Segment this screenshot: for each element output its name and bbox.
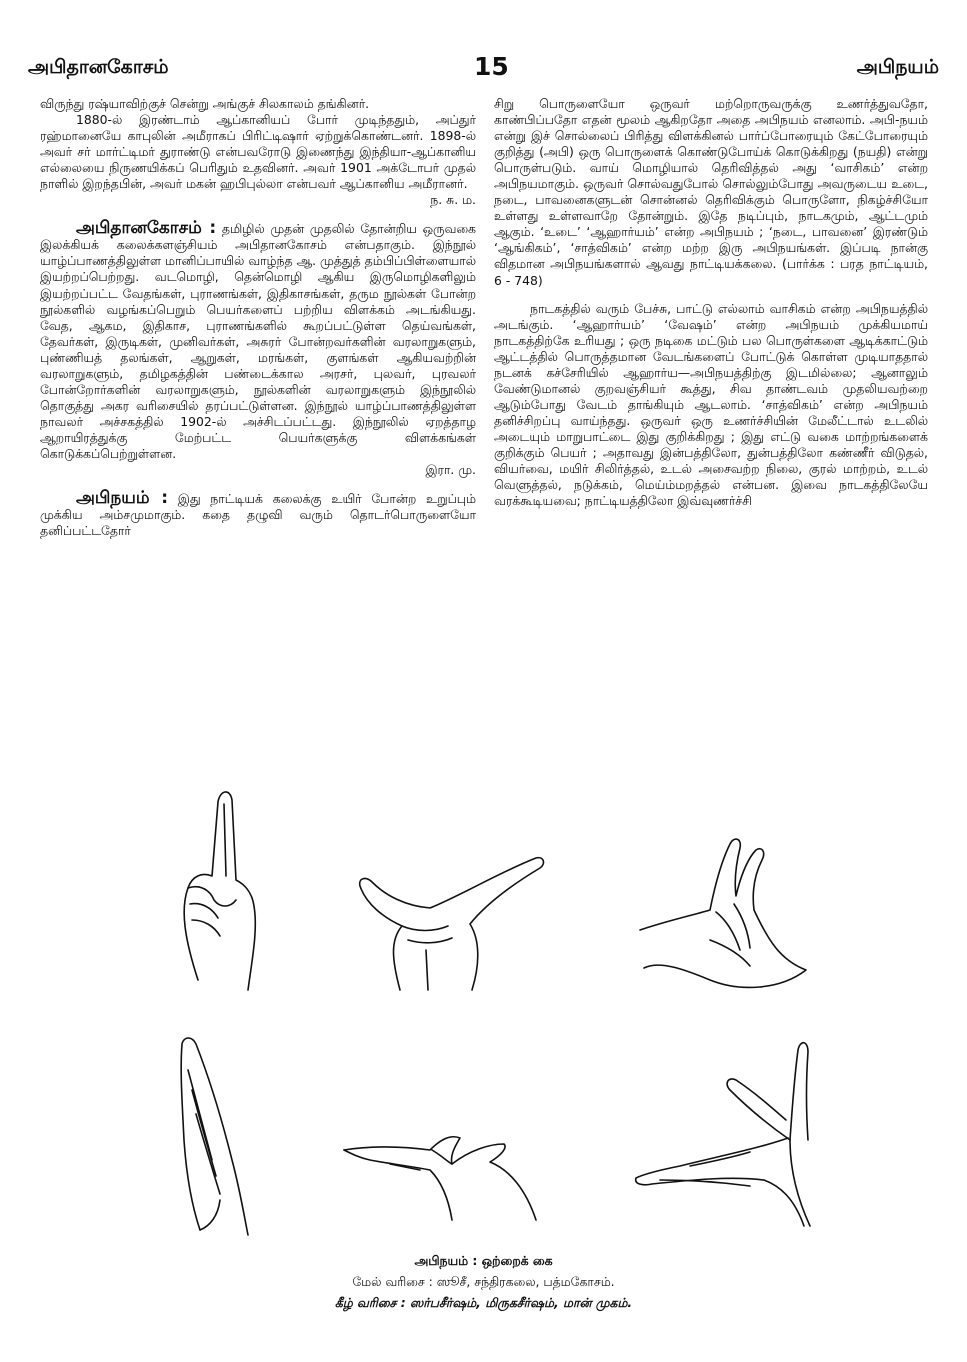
page-number: 15 [474, 52, 509, 81]
hand-mrigasirsham-figure [330, 1110, 550, 1240]
caption-bottom-row: கீழ் வரிசை : ஸர்பசீர்ஷம், மிருகசீர்ஷம், மான் முகம். [334, 1295, 633, 1310]
author-initials: ந. சு. ம. [430, 192, 476, 208]
entry-heading: அபிதானகோசம் : [76, 218, 217, 239]
hand-chandrakala-figure [330, 840, 560, 1000]
paragraph: நாடகத்தில் வரும் பேச்சு, பாட்டு எல்லாம் வாசிகம் என்ற அபிநயத்தில் அடங்கும். ‘ஆஹார்யம்’ ‘வேஷம்’ என்ற அபிநயம் முக்கியமாய் நாடகத்திற்கே உரியது ; ஒரு நடிகை மட்டும் பல பொருள்களை ஆடிக்காட்டும் ஆட்டத்தில் பொருத்தமான வேடங்களைப் போட்டுக் கொள்ள முடியாததால் நடனக் கச்சேரியில் ஆஹார்ய—அபிநயத்திற்கு இடமில்லை; ஆனாலும் வேண்டுமானல் குறவஞ்சியர் கூத்து, சிவ தாண்டவம் முதலியவற்றை ஆடும்போது வேடம் தாங்கியும் ஆடலாம். ‘சாத்விகம்’ என்ற அபிநயம் தனிச்சிறப்பு வாய்ந்தது. ஒருவர் ஒரு உணர்ச்சியின் மேலீட்டால் உடலில் அடையும் மாறுபாட்டை இது குறிக்கிறது ; இது எட்டு வகை மாற்றங்களைக் குறிக்கும் பெயர் ; அதாவது இன்பத்திலோ, துன்பத்திலோ கண்ணீர் விடுதல், வியர்வை, மயிர் சிலிர்த்தல், உடல் அசைவற்ற நிலை, குரல் மாற்றம், உடல் வெளுத்தல், நடுக்கம், மெய்ம்மறத்தல் என்பன. இவை நாடகத்திலேயே வரக்கூடியவை; நாட்டியத்திலோ இவ்வுணர்ச்சி [494, 300, 928, 509]
entry-text: தமிழில் முதன் முதலில் தோன்றிய ஒருவகை இலக்கியக் கலைக்களஞ்சியம் அபிதானகோசம் என்பதாகும். இந்நூல் யாழ்ப்பாணத்திலுள்ள மானிப்பாயில் வாழ்ந்த ஆ. முத்துத் தம்பிப்பிள்ளையால் இயற்றப்பெற்றது. வடமொழி, தென்மொழி ஆகிய இருமொழிகளிலும் இயற்றப்பட்ட வேதங்கள், புராணங்கள், இதிகாசங்கள், தரும நூல்கள் போன்ற நூல்களில் வழங்கப்பெறும் பெயர்களைப் பற்றிய விளக்கம் அடங்கியது. வேத, ஆகம, இதிகாச, புராணங்களில் கூறப்பட்டுள்ள தெய்வங்கள், தேவர்கள், இருடிகள், முனிவர்கள், அசுரர் போன்றவர்களின் வரலாறுகளும், புண்ணியத் தலங்கள், ஆறுகள், மரங்கள், குளங்கள் ஆகியவற்றின் வரலாறுகளும், தமிழகத்தின் பண்டைக்கால அரசர், புலவர், புரவலர் போன்றோர்களின் வரலாறுகளும், நூல்களின் வரலாறுகளும் இந்நூலில் தொகுத்து அகர வரிசையில் தரப்பட்டுள்ளன. இந்நூல் யாழ்ப்பாணத்திலுள்ள நாவலர் அச்சகத்தில் 1902-ல் அச்சிடப்பட்டது. இந்நூலில் ஏறத்தாழ ஆறாயிரத்துக்கு மேற்பட்ட பெயர்களுக்கு விளக்கங்கள் கொடுக்கப்பெற்றுள்ளன. [40, 221, 476, 461]
hand-padmakosam-figure [630, 820, 830, 1010]
entry-abhidhanakosam [40, 220, 476, 462]
hand-mrigamukham-figure [630, 1030, 840, 1230]
right-column [494, 96, 928, 509]
running-title-right: அபிநயம் [856, 56, 939, 78]
entry-heading: அபிநயம் : [76, 488, 169, 509]
hand-suchi-figure [140, 780, 280, 1010]
caption-title: அபிநயம் : ஒற்றைக் கை [414, 1253, 553, 1268]
paragraph: விருந்து ரஷ்யாவிற்குச் சென்று அங்குச் சிலகாலம் தங்கினர். [40, 96, 370, 111]
hand-gesture-figures [120, 780, 847, 1240]
entry-text: இது நாட்டியக் கலைக்கு உயிர் போன்ற உறுப்பும் முக்கிய அம்சமுமாகும். கதை தழுவி வரும் தொடர்பொருளையோ தனிப்பட்டதோர் [40, 491, 477, 539]
author-initials: இரா. மு. [425, 462, 476, 478]
caption-top-row: மேல் வரிசை : ஸூசீ, சந்திரகலை, பத்மகோசம். [352, 1274, 615, 1289]
running-title-left: அபிதானகோசம் [28, 56, 169, 78]
paragraph: சிறு பொருளையோ ஒருவர் மற்றொருவருக்கு உணர்த்துவதோ, காண்பிப்பதோ எதன் மூலம் ஆகிறதோ அதை அபிநயம் எனலாம். அபி-நயம் என்று இச் சொல்லைப் பிரித்து விளக்கினல் பார்ப்போரையும் கேட்போரையும் குறித்து (அபி) ஒரு பொருளைக் கொண்டுபோய்க் கொடுக்கிறது (நயதி) என்று பொருள்படும். வாய் மொழியால் தெரிவித்தல் அது ‘வாசிகம்’ என்ற அபிநயமாகும். ஒருவர் சொல்வதுபோல் சொல்லும்போது அவருடைய உடை, நடை, பாவனைகளுடன் சொன்னல் தெரிவிக்கும் பொருளோ, நிகழ்ச்சியோ உள்ளது உள்ளவாறே தோன்றும். இதே நடிப்பும், நாடகமும், ஆட்டமும் ஆகும். ‘உடை’ ‘ஆஹார்யம்’ என்ற அபிநயம் ; ‘நடை, பாவனை’ இரண்டும் ‘ஆங்கிகம்’, ‘சாத்விகம்’ என்ற மற்ற இரு அபிநயங்கள். இப்படி நான்கு விதமான அபிநயங்களால் ஆவது நாட்டியக்கலை. (பார்க்க : பரத நாட்டியம், 6 - 748) [494, 96, 928, 288]
figure-caption [0, 1250, 967, 1313]
entry-abhinayam [40, 490, 476, 539]
page-header [28, 52, 939, 86]
paragraph: 1880-ல் இரண்டாம் ஆப்கானியப் போர் முடிந்ததும், அப்துர் ரஹ்மானையே காபுலின் அமீராகப் பிரிட்டிஷார் ஏற்றுக்கொண்டனர். 1898-ல் அவர் சர் மார்ட்டிமர் துராண்டு என்பவரோடு இணைந்து இந்தியா-ஆப்கானிய எல்லையை நிருணயிக்கப் பெரிதும் உதவினர். அவர் 1901 அக்டோபர் முதல் நாளில் இறந்தபின், அவர் மகன் ஹபிபுல்லா என்பவர் ஆப்கானிய அமீரானர். [40, 112, 476, 192]
hand-sarpasirsham-figure [160, 1030, 270, 1240]
left-column [40, 96, 476, 539]
